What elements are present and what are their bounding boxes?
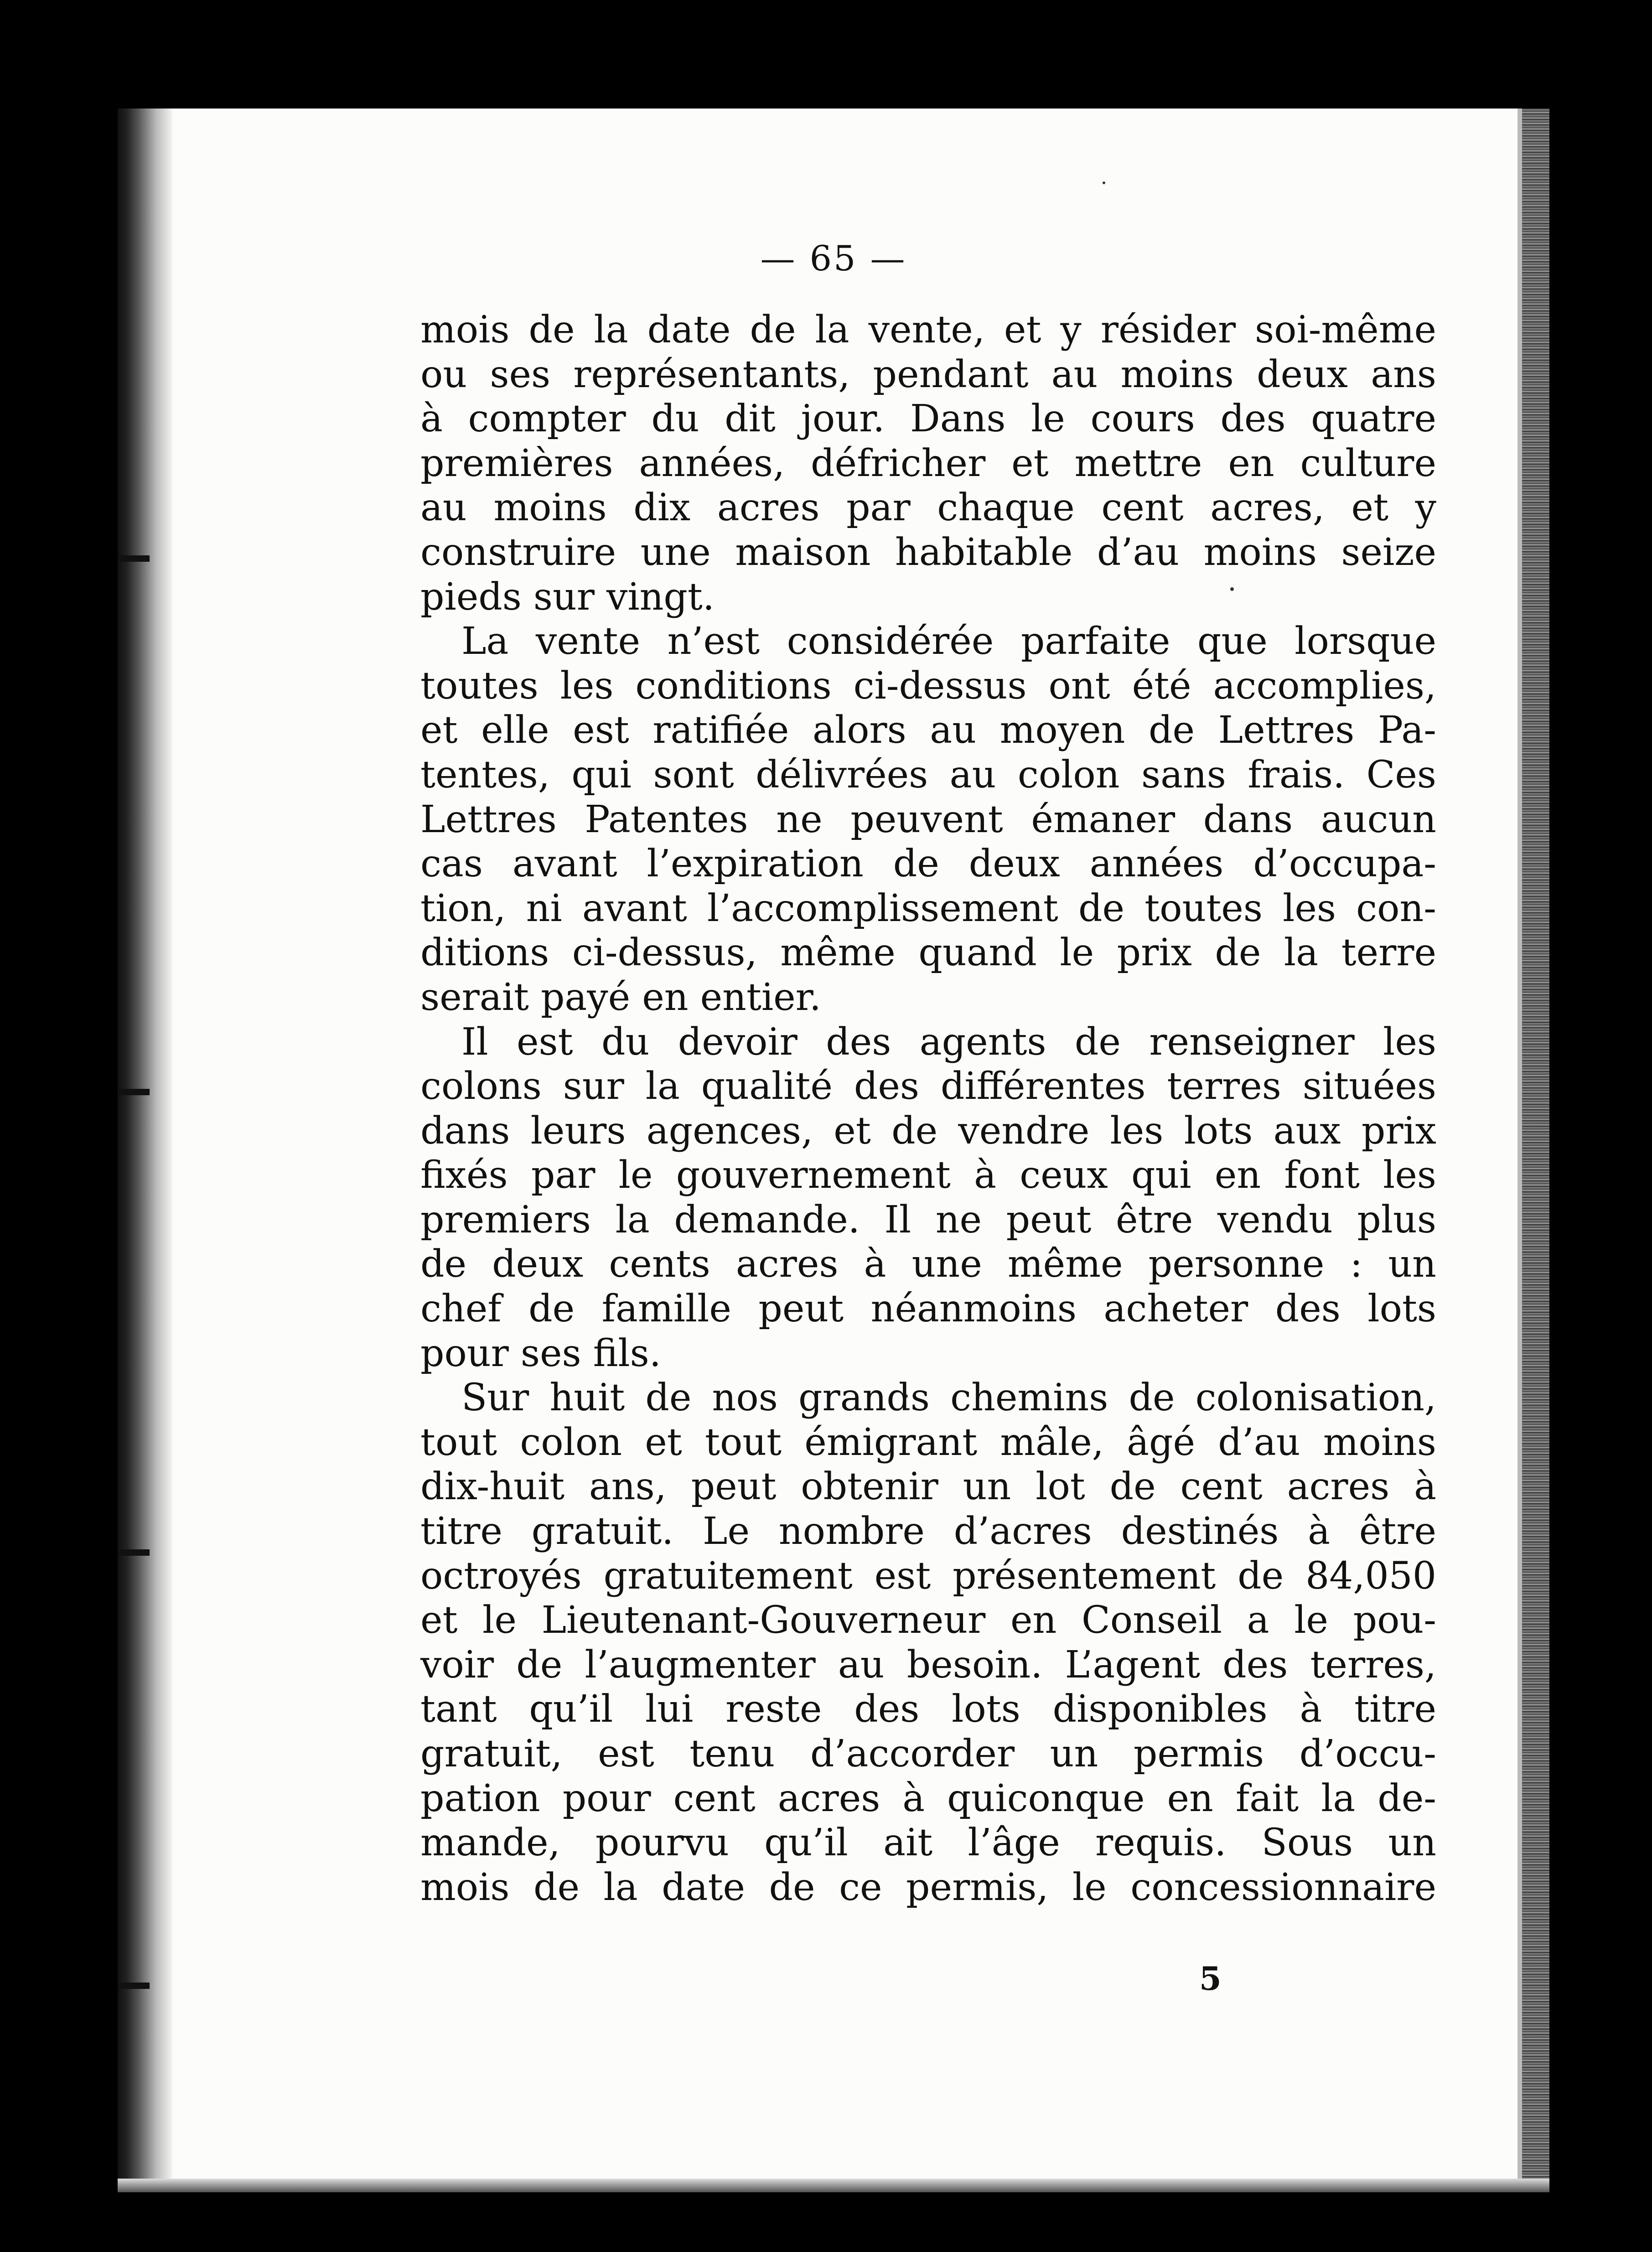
- text-line: La vente n’est considérée parfaite que lorsque: [461, 620, 1436, 663]
- text-line: Il est du devoir des agents de renseigner les: [461, 1020, 1436, 1064]
- text-line: titre gratuit. Le nombre d’acres destinés à être: [420, 1510, 1436, 1553]
- binding-thread: [118, 1983, 150, 1989]
- page-right-edge-shadow: [1517, 109, 1522, 2192]
- book-page: [118, 109, 1549, 2192]
- text-line: de deux cents acres à une même personne : un: [420, 1242, 1436, 1286]
- text-line: mande, pourvu qu’il ait l’âge requis. Sous un: [420, 1821, 1436, 1865]
- text-line: pieds sur vingt.: [420, 575, 715, 619]
- text-line: et le Lieutenant-Gouverneur en Conseil a le pou-: [420, 1599, 1436, 1642]
- text-line: pation pour cent acres à quiconque en fait la de-: [420, 1776, 1436, 1820]
- scan-speck: [1103, 181, 1105, 184]
- text-line: cas avant l’expiration de deux années d’occupa-: [420, 842, 1436, 886]
- text-line: voir de l’augmenter au besoin. L’agent des terres,: [420, 1643, 1436, 1687]
- text-line: construire une maison habitable d’au moins seize: [420, 530, 1436, 574]
- text-line: et elle est ratifiée alors au moyen de Lettres Pa-: [420, 709, 1436, 752]
- page-bottom-edge: [118, 2179, 1549, 2192]
- text-line: au moins dix acres par chaque cent acres, et y: [420, 486, 1436, 530]
- page-binding-gutter: [118, 109, 172, 2192]
- text-line: chef de famille peut néanmoins acheter des lots: [420, 1287, 1436, 1331]
- binding-thread: [118, 555, 150, 562]
- text-line: tant qu’il lui reste des lots disponibles à titre: [420, 1688, 1436, 1731]
- text-line: premières années, défricher et mettre en culture: [420, 441, 1436, 485]
- text-line: toutes les conditions ci-dessus ont été accomplies,: [420, 664, 1436, 708]
- text-line: octroyés gratuitement est présentement de 84,050: [420, 1554, 1436, 1598]
- text-line: colons sur la qualité des différentes terres situées: [420, 1065, 1436, 1108]
- text-line: mois de la date de ce permis, le concessionnaire: [420, 1865, 1436, 1909]
- text-line: Sur huit de nos grands chemins de colonisation,: [461, 1376, 1436, 1420]
- text-line: tout colon et tout émigrant mâle, âgé d’au moins: [420, 1420, 1436, 1464]
- text-line: gratuit, est tenu d’accorder un permis d’occu-: [420, 1732, 1436, 1776]
- page-right-edge: [1522, 109, 1549, 2192]
- binding-thread: [118, 1089, 150, 1095]
- text-line: fixés par le gouvernement à ceux qui en font les: [420, 1154, 1436, 1197]
- text-line: à compter du dit jour. Dans le cours des quatre: [420, 397, 1436, 441]
- text-line: premiers la demande. Il ne peut être vendu plus: [420, 1198, 1436, 1242]
- page-number-header: — 65 —: [760, 238, 907, 279]
- text-line: Lettres Patentes ne peuvent émaner dans aucun: [420, 797, 1436, 841]
- text-line: tion, ni avant l’accomplissement de toutes les con-: [420, 886, 1436, 930]
- body-text: [420, 308, 1436, 1910]
- text-line: dix-huit ans, peut obtenir un lot de cent acres à: [420, 1465, 1436, 1509]
- text-line: mois de la date de la vente, et y résider soi-même: [420, 308, 1436, 352]
- text-line: pour ses fils.: [420, 1331, 661, 1375]
- binding-thread: [118, 1549, 150, 1556]
- text-line: ditions ci-dessus, même quand le prix de la terre: [420, 931, 1436, 975]
- signature-mark: 5: [1199, 1960, 1222, 1998]
- text-line: dans leurs agences, et de vendre les lots aux prix: [420, 1109, 1436, 1153]
- text-line: tentes, qui sont délivrées au colon sans frais. Ces: [420, 753, 1436, 797]
- text-line: ou ses représentants, pendant au moins deux ans: [420, 352, 1436, 396]
- text-line: serait payé en entier.: [420, 975, 821, 1019]
